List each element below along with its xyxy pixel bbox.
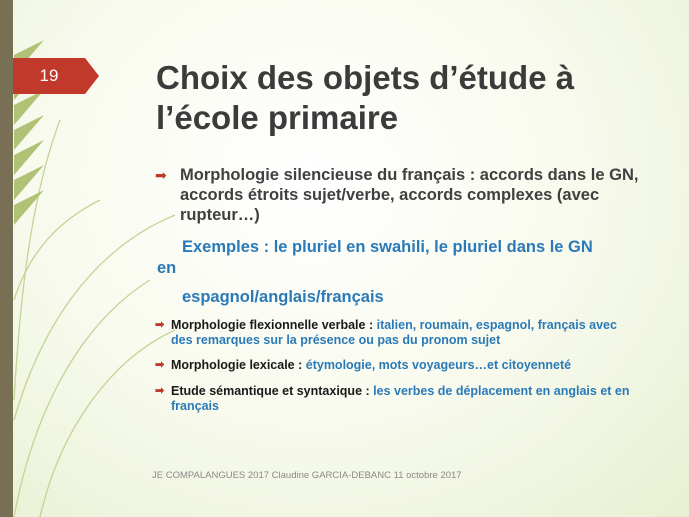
footer: JE COMPALANGUES 2017 Claudine GARCIA-DEBANC 11 octobre 2017 bbox=[152, 470, 462, 481]
arrow-bullet-icon: ➡ bbox=[155, 167, 167, 183]
examples-text: Exemples : le pluriel en swahili, le pluriel dans le GN bbox=[182, 238, 593, 256]
title-line-2: l’école primaire bbox=[156, 99, 399, 136]
arrow-bullet-icon: ➡ bbox=[155, 359, 165, 371]
sub-bullet-detail: les verbes de déplacement en anglais et en français bbox=[171, 384, 630, 413]
bullet-text: Morphologie silencieuse du français : accords dans le GN, accords étroits sujet/verbe, accords complexes (avec rupteur…) bbox=[180, 166, 639, 224]
examples-line-2: espagnol/anglais/français bbox=[182, 288, 384, 306]
examples-text-wrap: en bbox=[157, 259, 177, 277]
slide-number-tab bbox=[13, 58, 85, 94]
slide-number: 19 bbox=[39, 66, 59, 85]
sub-bullet-semantique bbox=[155, 384, 635, 414]
slide-title bbox=[156, 58, 656, 138]
sub-bullet-sep: : bbox=[362, 384, 374, 398]
arrow-bullet-icon: ➡ bbox=[155, 319, 165, 331]
title-line-1: Choix des objets d’étude à bbox=[156, 59, 575, 96]
sub-bullet-label: Morphologie lexicale bbox=[171, 358, 295, 372]
sub-bullet-flexionnelle bbox=[155, 318, 635, 348]
sub-bullet-lexicale bbox=[155, 358, 635, 373]
arrow-bullet-icon: ➡ bbox=[155, 385, 165, 397]
sub-bullet-sep: : bbox=[294, 358, 306, 372]
sub-bullet-detail: italien, roumain, espagnol, français avec des remarques sur la présence ou pas du pronom sujet bbox=[171, 318, 617, 347]
bullet-morphologie-silencieuse bbox=[155, 165, 655, 225]
sub-bullet-label: Morphologie flexionnelle verbale bbox=[171, 318, 366, 332]
sub-bullet-label: Etude sémantique et syntaxique bbox=[171, 384, 363, 398]
sub-bullet-sep: : bbox=[365, 318, 377, 332]
sub-bullet-detail: étymologie, mots voyageurs…et citoyenneté bbox=[305, 358, 572, 372]
examples-line-1 bbox=[157, 237, 677, 279]
